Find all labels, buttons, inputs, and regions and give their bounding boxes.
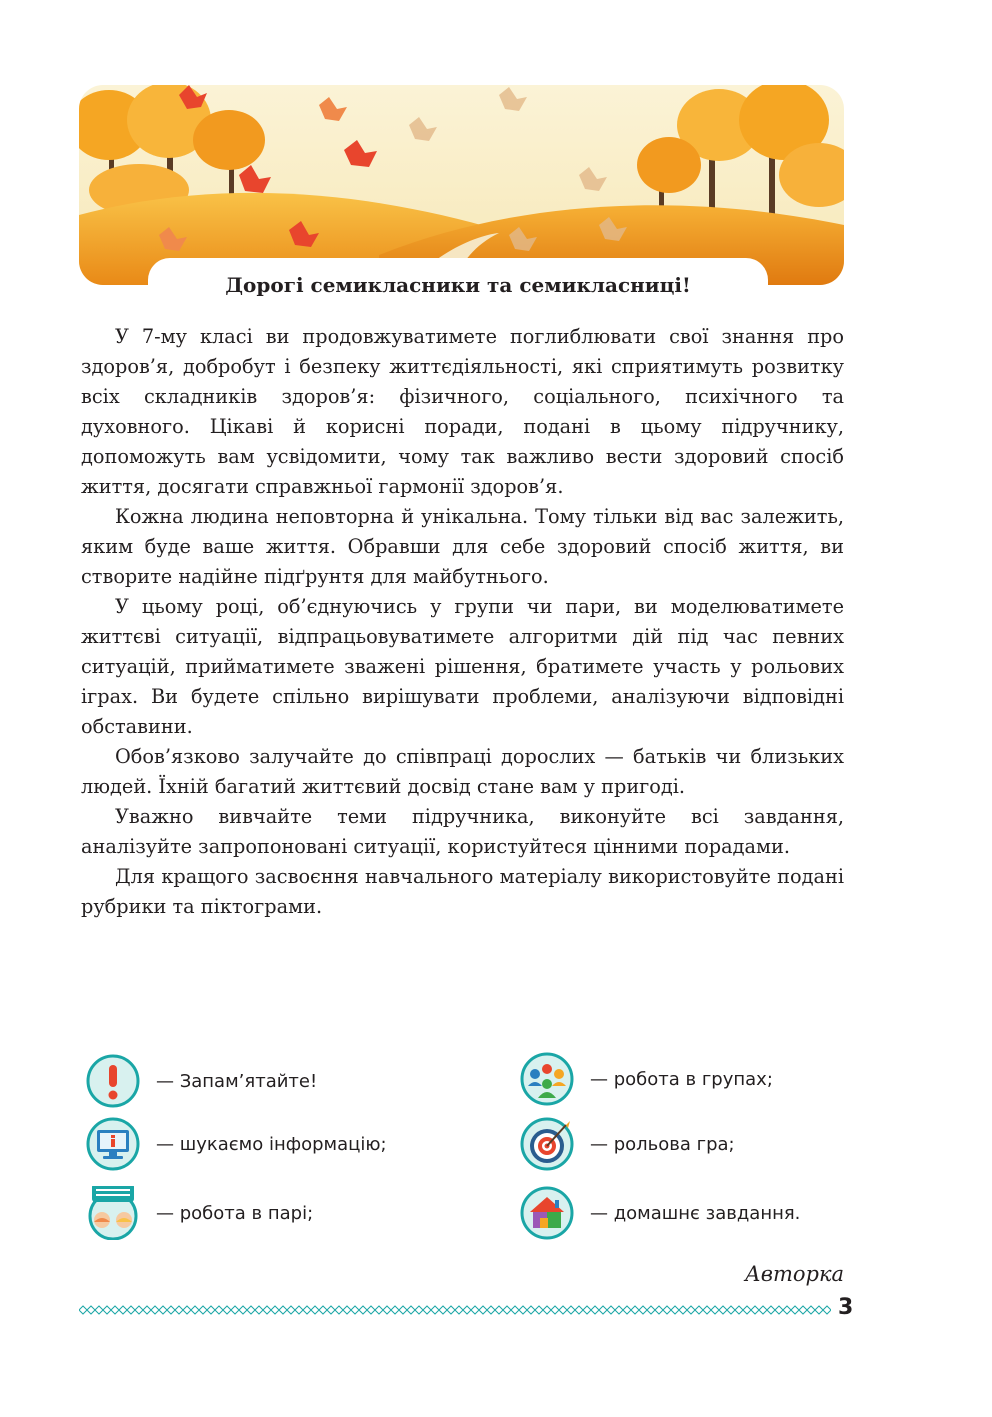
author-signature: Авторка — [744, 1262, 844, 1286]
legend-item — [86, 1117, 387, 1171]
paragraph: У 7-му класі ви продовжуватимете поглиблювати свої знання про здоров’я, добробут і безпеку життєдіяльності, які сприятимуть розвитку всіх складників здоров’я: фізичного, соціального, психічного та духовного. Цікаві й корисні поради, подані в цьому підручнику, допоможуть вам усвідомити, чому так важливо вести здоровий спосіб життя, досягати справжньої гармонії здоров’я. — [81, 325, 844, 498]
autumn-banner-illustration — [79, 85, 844, 285]
paragraph: Для кращого засвоєння навчального матеріалу використовуйте подані рубрики та піктограми. — [81, 865, 844, 918]
group-work-icon — [520, 1052, 574, 1106]
paragraph: Кожна людина неповторна й унікальна. Тому тільки від вас залежить, яким буде ваше життя. Обравши для себе здоровий спосіб життя, ви створите надійне підґрунтя для майбутнього. — [81, 505, 844, 588]
legend-label: — домашнє завдання. — [590, 1202, 801, 1224]
legend-label: — рольова гра; — [590, 1133, 735, 1155]
info-monitor-icon — [86, 1117, 140, 1171]
legend-item — [520, 1117, 735, 1171]
legend-label: — шукаємо інформацію; — [156, 1133, 387, 1155]
footer-divider — [79, 1302, 831, 1316]
legend-item — [86, 1186, 313, 1240]
legend-item — [86, 1054, 317, 1108]
legend-label: — робота в парі; — [156, 1202, 314, 1224]
legend-item — [520, 1052, 773, 1106]
paragraph: Уважно вивчайте теми підручника, виконуйте всі завдання, аналізуйте запропоновані ситуації, користуйтеся цінними порадами. — [81, 805, 844, 858]
legend-label: — робота в групах; — [590, 1068, 773, 1090]
paragraph: У цьому році, об’єднуючись у групи чи пари, ви моделюватимете життєві ситуації, відпрацьовуватимете алгоритми дій під час певних ситуацій, прийматимете зважені рішення, братимете участь у рольових іграх. Ви будете спільно вирішувати проблеми, аналізуючи відповідні обставини. — [81, 595, 844, 738]
exclamation-icon — [86, 1054, 140, 1108]
page-heading: Дорогі семикласники та семикласниці! — [148, 258, 768, 312]
page-number: 3 — [838, 1295, 854, 1320]
body-text — [81, 322, 844, 922]
house-puzzle-icon — [520, 1186, 574, 1240]
target-icon — [520, 1117, 574, 1171]
paragraph: Обов’язково залучайте до співпраці дорослих — батьків чи близьких людей. Їхній багатий життєвий досвід стане вам у пригоді. — [81, 745, 844, 798]
pair-work-icon — [86, 1186, 140, 1240]
legend-item — [520, 1186, 800, 1240]
legend-label: — Запам’ятайте! — [156, 1070, 318, 1092]
